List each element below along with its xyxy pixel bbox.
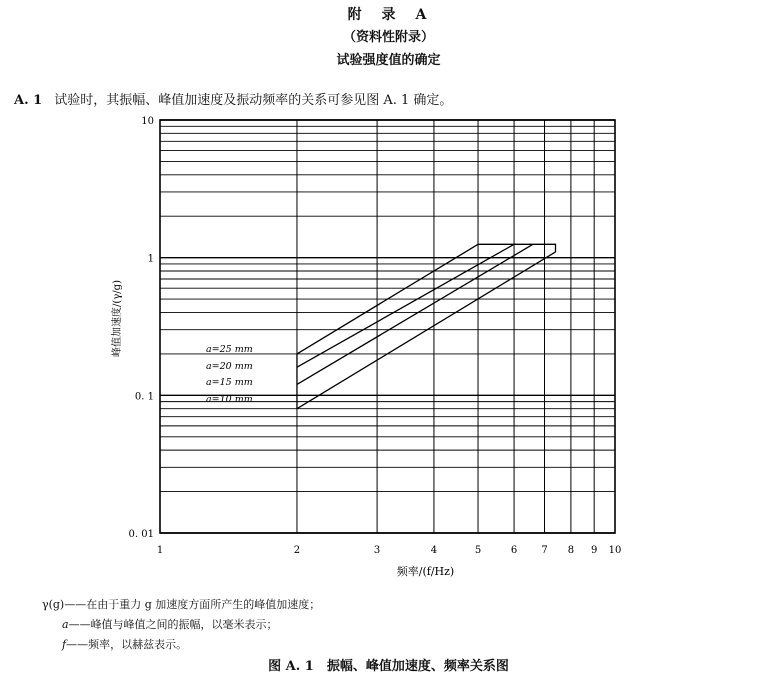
symbol-desc: ——频率，以赫兹表示。 — [66, 638, 188, 651]
x-tick-label: 4 — [430, 545, 438, 556]
annex-type: （资料性附录） — [342, 30, 434, 45]
figure-caption: 图 A. 1 振幅、峰值加速度、频率关系图 — [268, 659, 509, 674]
plot-frame — [160, 120, 615, 533]
symbol-desc: ——峰值与峰值之间的振幅，以毫米表示； — [68, 618, 278, 631]
x-axis-label: 频率/(f/Hz) — [396, 565, 455, 578]
x-tick-label: 2 — [293, 545, 301, 556]
annex-heading: 试验强度值的确定 — [336, 53, 441, 68]
symbol: a — [62, 618, 69, 631]
chart-series — [297, 244, 556, 408]
symbol: γ(g) — [42, 598, 65, 611]
y-axis-label: 峰值加速度/(γ/g) — [112, 280, 123, 357]
chart-major-grid — [160, 120, 615, 533]
paragraph-text: 试验时，其振幅、峰值加速度及振动频率的关系可参见图 A. 1 确定。 — [54, 93, 453, 108]
symbol-desc: ——在由于重力 g 加速度方面所产生的峰值加速度； — [64, 598, 321, 611]
x-tick-label: 7 — [541, 545, 548, 556]
symbol-def-a — [62, 616, 278, 632]
x-tick-label: 8 — [567, 545, 575, 556]
x-tick-label: 6 — [510, 545, 518, 556]
x-tick-labels — [157, 545, 622, 556]
legend-entry: a=10 mm — [206, 394, 253, 405]
y-tick-label: 0. 1 — [134, 391, 154, 403]
symbol-def-f — [62, 636, 187, 652]
chart-legend — [206, 344, 253, 405]
y-tick-label: 1 — [147, 253, 154, 265]
legend-entry: a=20 mm — [206, 361, 253, 372]
paragraph-number: A. 1 — [14, 93, 43, 108]
x-tick-label: 10 — [608, 545, 622, 556]
x-tick-label: 9 — [590, 545, 598, 556]
chart-minor-grid — [160, 120, 615, 533]
legend-entry: a=15 mm — [206, 377, 253, 388]
annex-title: 附 录 A — [347, 7, 430, 23]
series-line — [297, 244, 533, 384]
legend-entry: a=25 mm — [206, 344, 253, 355]
x-tick-label: 5 — [474, 545, 482, 556]
x-tick-label: 3 — [373, 545, 381, 556]
y-tick-labels — [129, 116, 154, 540]
y-tick-label: 10 — [141, 116, 154, 127]
y-tick-label: 0. 01 — [128, 529, 154, 540]
series-cap-line — [478, 244, 555, 252]
x-tick-label: 1 — [156, 545, 164, 556]
symbol: f — [62, 638, 67, 651]
symbol-def-gamma — [42, 596, 320, 612]
series-line — [297, 244, 514, 367]
